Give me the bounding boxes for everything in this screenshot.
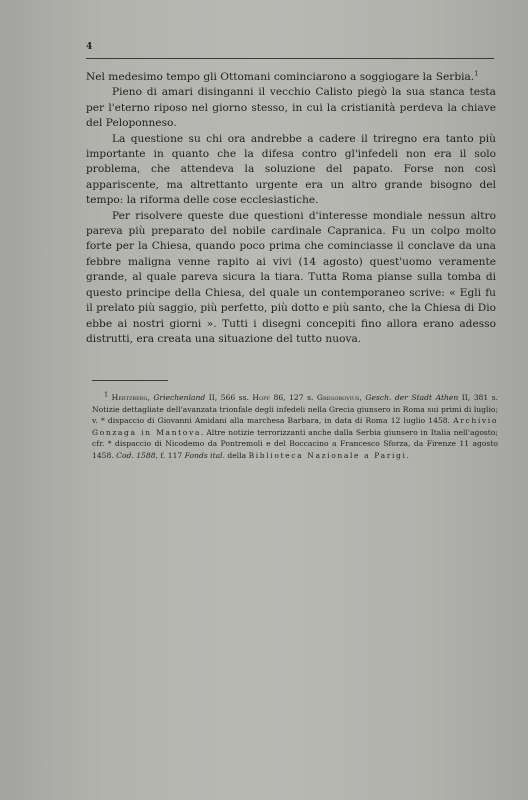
page-number: 4 — [86, 42, 93, 52]
footnote-ref: 1 — [474, 69, 479, 78]
footnote-part: della — [225, 450, 249, 460]
header-rule — [86, 58, 494, 59]
footnote-part: , — [359, 393, 366, 402]
footnote-part: , — [147, 393, 154, 402]
main-text — [86, 70, 496, 347]
footnote-part: Biblioteca Nazionale a Parigi — [248, 450, 407, 460]
footnote-part: II, 566 ss. — [205, 393, 253, 402]
paragraph-2: Pieno di amari disinganni il vecchio Calisto piegò la sua stanca testa per l'eterno riposo nel giorno stesso, in cui la cristianità perdeva la chiave del Peloponneso. — [86, 86, 496, 130]
paragraph-4: Per risolvere queste due questioni d'interesse mondiale nessun altro pareva più preparato del nobile cardinale Capranica. Fu un colpo molto forte per la Chiesa, quando poco prima che cominciasse il conclave da una febbre maligna venne rapito ai vivi (14 agosto) quest'uomo veramente grande, al quale pareva sicura la tiara. Tutta Roma pianse sulla tomba di questo principe della Chiesa, del quale un contemporaneo scrive: « Egli fu il prelato più saggio, più perfetto, più dotto e più santo, che la Chiesa di Dio ebbe ai nostri giorni ». Tutti i disegni concepiti fino allora erano adesso distrutti, era creata una situazione del tutto nuova. — [86, 209, 496, 345]
paragraph-1 — [86, 70, 496, 85]
footnote-part: Griechenland — [153, 393, 206, 402]
footnote — [92, 392, 498, 462]
footnote-part: Fonds ital. — [184, 450, 226, 460]
footnote-rule — [92, 380, 168, 381]
footnote-part: Gregorovius — [316, 393, 360, 402]
footnote-number: 1 — [104, 390, 109, 399]
footnote-part: . — [406, 450, 409, 460]
footnote-part: Archivio Gonzaga in Mantova — [92, 416, 498, 437]
footnote-part: , f. 117 — [155, 450, 185, 460]
footnote-part: Hopf — [252, 393, 270, 402]
footnote-part: Gesch. der Stadt Athen — [365, 393, 459, 402]
footnote-part: Cod. 1588 — [116, 450, 156, 460]
footnote-part: II, 381 s. Notizie dettagliate dell'avanzata trionfale degli infedeli nella Grecia giunsero in Roma sui primi di luglio; v. * dispaccio di Giovanni Amidani alla marchesa Barbara, in data di Roma 12 luglio 1458. — [92, 393, 499, 426]
footnote-part: . Altre notizie terrorizzanti anche dalla Serbia giunsero in Italia nell'agosto; cfr. * dispaccio di Nicodemo da Pontremoli e del Boccacino a Francesco Sforza, da Firenze 11 agosto 1458. — [92, 427, 498, 460]
paragraph-3: La questione su chi ora andrebbe a cadere il triregno era tanto più importante in quanto che la difesa contro gl'infedeli non era il solo problema, che attendeva la soluzione del papato. Forse non così appariscente, ma altrettanto urgente era un altro grande bisogno del tempo: la riforma delle cose ecclesiastiche. — [86, 132, 496, 207]
footnote-part: 86, 127 s. — [269, 393, 317, 402]
paragraph-1-text: Nel medesimo tempo gli Ottomani cominciarono a soggiogare la Serbia. — [86, 71, 475, 83]
footnote-part: Hertzberg — [111, 393, 148, 402]
